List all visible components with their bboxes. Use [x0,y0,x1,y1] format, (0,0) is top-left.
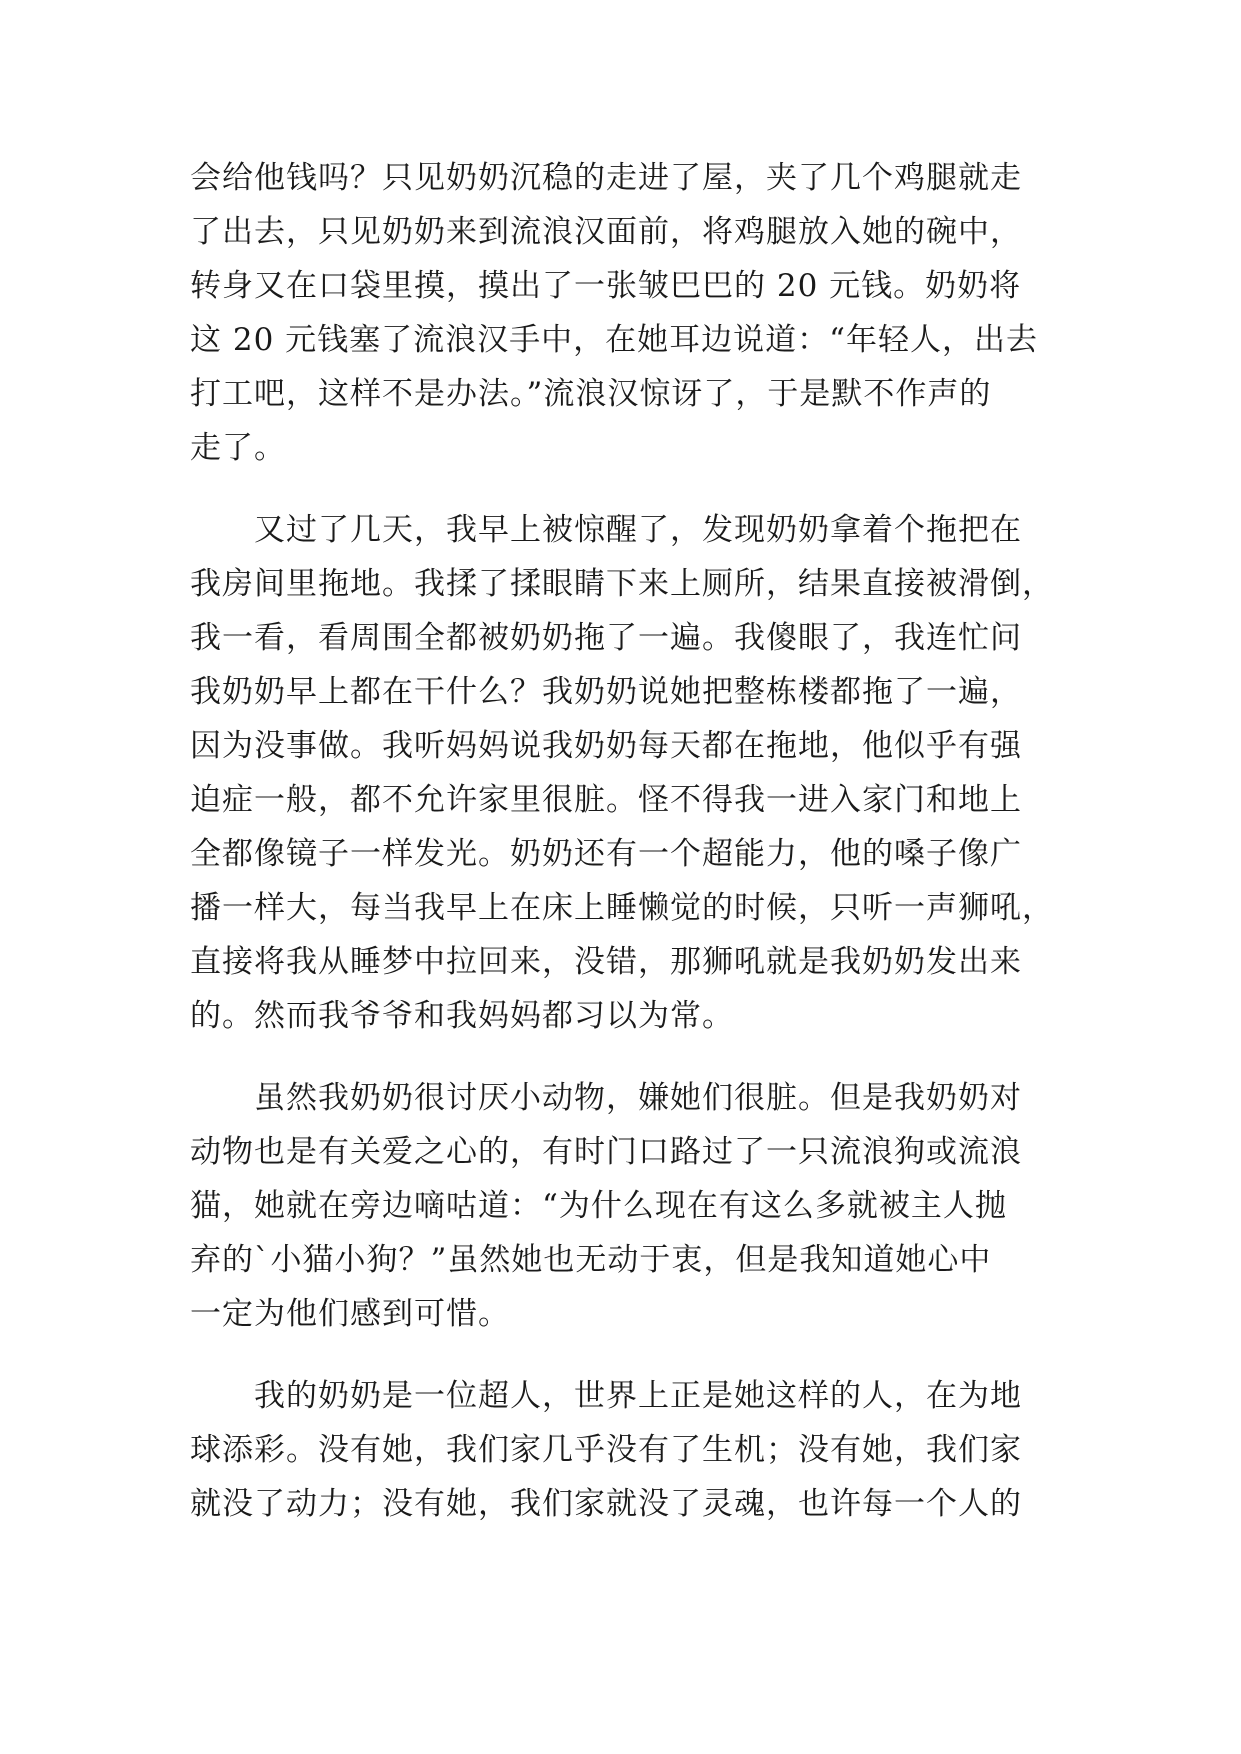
text-line: 迫症一般，都不允许家里很脏。怪不得我一进入家门和地上 [190,782,1022,818]
text-line: 我房间里拖地。我揉了揉眼睛下来上厕所，结果直接被滑倒， [190,566,1054,602]
text-line: 全都像镜子一样发光。奶奶还有一个超能力，他的嗓子像广 [190,836,1022,872]
text-line: 就没了动力；没有她，我们家就没了灵魂，也许每一个人的 [190,1486,1022,1522]
text-line: 我的奶奶是一位超人，世界上正是她这样的人，在为地 [254,1378,1022,1414]
text-line: 的。然而我爷爷和我妈妈都习以为常。 [190,998,734,1034]
text-line: 猫，她就在旁边嘀咕道：“为什么现在有这么多就被主人抛 [190,1188,1007,1224]
text-line: 走了。 [190,430,286,466]
text-line: 动物也是有关爱之心的，有时门口路过了一只流浪狗或流浪 [190,1134,1022,1170]
text-line: 弃的`小猫小狗？”虽然她也无动于衷，但是我知道她心中 [190,1242,992,1278]
text-line: 转身又在口袋里摸，摸出了一张皱巴巴的 20 元钱。奶奶将 [190,268,1022,304]
text-line: 打工吧，这样不是办法。”流浪汉惊讶了，于是默不作声的 [190,376,992,412]
text-line: 会给他钱吗？只见奶奶沉稳的走进了屋，夹了几个鸡腿就走 [190,160,1022,196]
text-line: 我奶奶早上都在干什么？我奶奶说她把整栋楼都拖了一遍， [190,674,1022,710]
text-line: 这 20 元钱塞了流浪汉手中，在她耳边说道：“年轻人，出去 [190,322,1038,358]
text-line: 直接将我从睡梦中拉回来，没错，那狮吼就是我奶奶发出来 [190,944,1022,980]
text-line: 我一看，看周围全都被奶奶拖了一遍。我傻眼了，我连忙问 [190,620,1022,656]
text-line: 球添彩。没有她，我们家几乎没有了生机；没有她，我们家 [190,1432,1022,1468]
text-line: 了出去，只见奶奶来到流浪汉面前，将鸡腿放入她的碗中， [190,214,1022,250]
text-line: 又过了几天，我早上被惊醒了，发现奶奶拿着个拖把在 [254,512,1022,548]
text-line: 虽然我奶奶很讨厌小动物，嫌她们很脏。但是我奶奶对 [254,1080,1022,1116]
text-line: 播一样大，每当我早上在床上睡懒觉的时候，只听一声狮吼， [190,890,1054,926]
text-line: 因为没事做。我听妈妈说我奶奶每天都在拖地，他似乎有强 [190,728,1022,764]
text-line: 一定为他们感到可惜。 [190,1296,510,1332]
